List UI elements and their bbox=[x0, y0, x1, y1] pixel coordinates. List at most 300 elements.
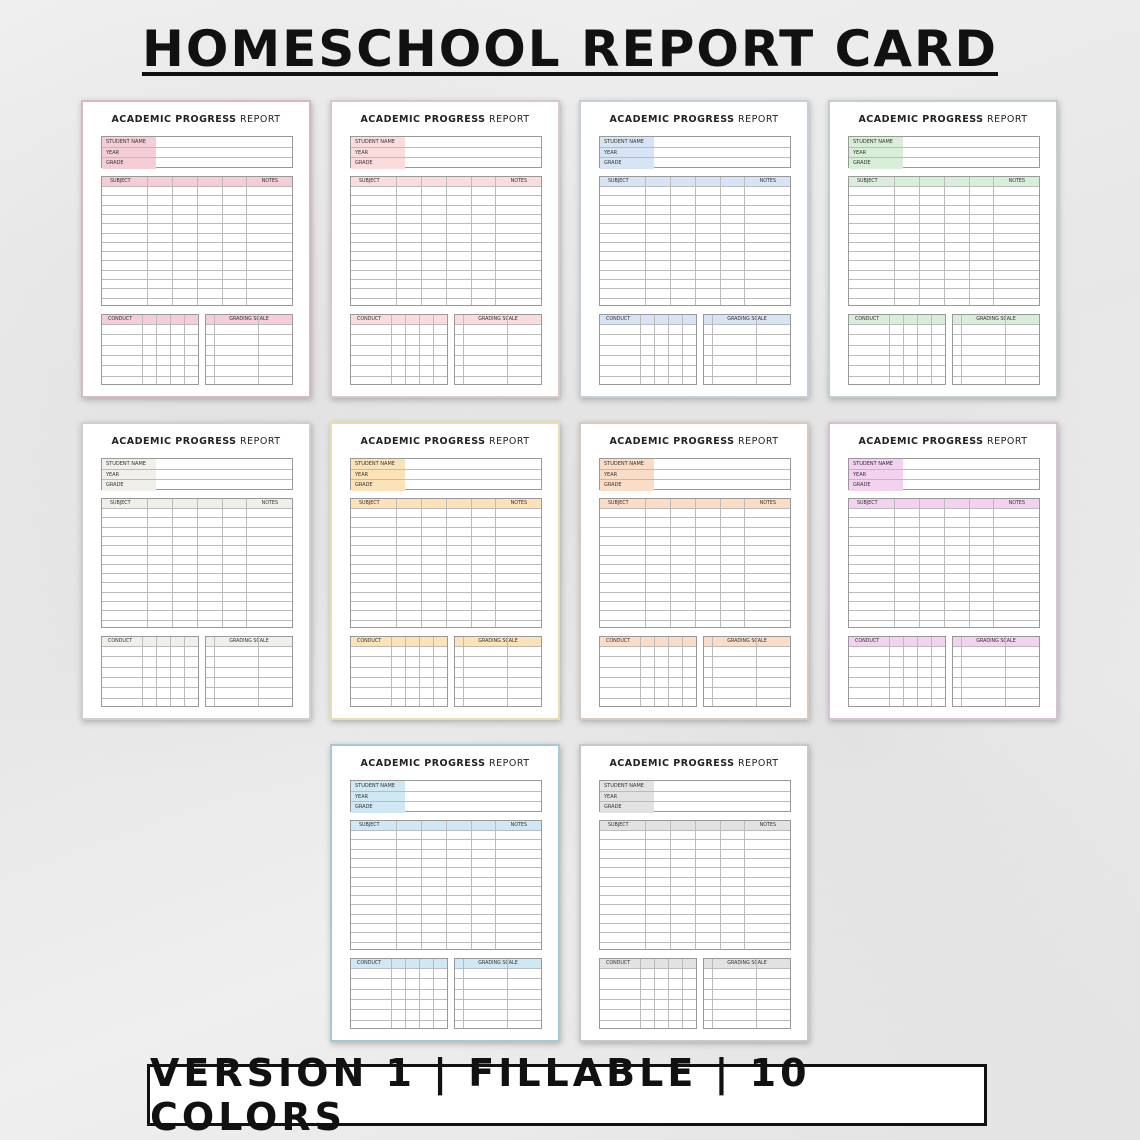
table-column-line bbox=[682, 315, 683, 384]
conduct-header-label: CONDUCT bbox=[855, 639, 880, 644]
table-row-line bbox=[206, 345, 292, 346]
sheet-title-rest: REPORT bbox=[489, 114, 530, 125]
table-column-line bbox=[645, 499, 646, 627]
table-column-line bbox=[744, 821, 745, 949]
sheet-title-rest: REPORT bbox=[987, 436, 1028, 447]
grade-field-label: GRADE bbox=[600, 158, 654, 169]
student-name-field[interactable] bbox=[351, 459, 541, 470]
table-row-line bbox=[704, 978, 790, 979]
grade-field[interactable] bbox=[102, 480, 292, 491]
table-column-line bbox=[944, 177, 945, 305]
conduct-table[interactable] bbox=[599, 314, 697, 385]
year-field-label: YEAR bbox=[102, 148, 156, 158]
sheet-title bbox=[581, 114, 807, 125]
table-column-line bbox=[446, 499, 447, 627]
table-column-line bbox=[744, 177, 745, 305]
conduct-header-label: CONDUCT bbox=[606, 317, 631, 322]
table-column-line bbox=[993, 177, 994, 305]
year-field-label: YEAR bbox=[849, 148, 903, 158]
sheet-title-rest: REPORT bbox=[489, 436, 530, 447]
table-column-line bbox=[668, 637, 669, 706]
year-field-label: YEAR bbox=[600, 470, 654, 480]
table-row-line bbox=[704, 324, 790, 325]
table-row-line bbox=[953, 345, 1039, 346]
table-column-line bbox=[495, 177, 496, 305]
table-column-line bbox=[214, 315, 215, 384]
table-column-line bbox=[246, 177, 247, 305]
table-row-line bbox=[953, 656, 1039, 657]
conduct-table[interactable] bbox=[350, 958, 448, 1029]
table-row-line bbox=[455, 1009, 541, 1010]
table-row-line bbox=[455, 989, 541, 990]
table-column-line bbox=[495, 821, 496, 949]
year-field[interactable] bbox=[600, 470, 790, 481]
conduct-table[interactable] bbox=[350, 636, 448, 707]
table-column-line bbox=[640, 637, 641, 706]
student-info-table bbox=[848, 136, 1040, 168]
table-row-line bbox=[704, 646, 790, 647]
notes-header-label: NOTES bbox=[759, 179, 776, 184]
table-column-line bbox=[471, 177, 472, 305]
table-column-line bbox=[446, 177, 447, 305]
table-column-line bbox=[889, 637, 890, 706]
table-row-line bbox=[455, 376, 541, 377]
table-row-line bbox=[455, 324, 541, 325]
sheet-title-rest: REPORT bbox=[489, 758, 530, 769]
table-column-line bbox=[712, 637, 713, 706]
grade-field[interactable] bbox=[102, 158, 292, 169]
subject-table[interactable] bbox=[350, 820, 542, 950]
subject-table[interactable] bbox=[848, 498, 1040, 628]
conduct-header-label: CONDUCT bbox=[855, 317, 880, 322]
grading-scale-header: GRADING SCALE bbox=[953, 637, 1039, 646]
conduct-table[interactable] bbox=[350, 314, 448, 385]
student-info-table bbox=[848, 458, 1040, 490]
conduct-header-label: CONDUCT bbox=[606, 639, 631, 644]
table-column-line bbox=[463, 315, 464, 384]
table-column-line bbox=[419, 637, 420, 706]
table-row-line bbox=[953, 376, 1039, 377]
subject-table[interactable] bbox=[599, 176, 791, 306]
table-row-line bbox=[953, 324, 1039, 325]
grade-field-label: GRADE bbox=[351, 158, 405, 169]
conduct-table[interactable] bbox=[848, 636, 946, 707]
table-row-line bbox=[953, 667, 1039, 668]
subject-table[interactable] bbox=[848, 176, 1040, 306]
sheet-title bbox=[332, 436, 558, 447]
table-column-line bbox=[507, 637, 508, 706]
table-row-line bbox=[206, 656, 292, 657]
conduct-header-label: CONDUCT bbox=[108, 639, 133, 644]
table-column-line bbox=[894, 177, 895, 305]
conduct-header-label: CONDUCT bbox=[357, 961, 382, 966]
subject-table[interactable] bbox=[350, 176, 542, 306]
table-column-line bbox=[961, 637, 962, 706]
year-field-label: YEAR bbox=[102, 470, 156, 480]
grade-field-label: GRADE bbox=[102, 480, 156, 491]
table-column-line bbox=[993, 499, 994, 627]
student-info-table bbox=[101, 458, 293, 490]
table-row-line bbox=[455, 698, 541, 699]
grade-field[interactable] bbox=[600, 802, 790, 813]
table-row-line bbox=[455, 999, 541, 1000]
table-column-line bbox=[917, 637, 918, 706]
table-column-line bbox=[944, 499, 945, 627]
table-row-line bbox=[455, 355, 541, 356]
student-info-table bbox=[599, 458, 791, 490]
conduct-table[interactable] bbox=[101, 314, 199, 385]
table-column-line bbox=[419, 959, 420, 1028]
table-column-line bbox=[197, 499, 198, 627]
sheet-title bbox=[581, 758, 807, 769]
table-row-line bbox=[953, 698, 1039, 699]
table-column-line bbox=[720, 499, 721, 627]
grading-scale-header: GRADING SCALE bbox=[455, 637, 541, 646]
table-column-line bbox=[695, 821, 696, 949]
student-name-field-label: STUDENT NAME bbox=[102, 459, 156, 469]
table-row-line bbox=[455, 1020, 541, 1021]
table-row-line bbox=[455, 687, 541, 688]
table-column-line bbox=[433, 315, 434, 384]
table-row-line bbox=[455, 334, 541, 335]
table-column-line bbox=[463, 959, 464, 1028]
year-field[interactable] bbox=[351, 792, 541, 803]
student-name-field[interactable] bbox=[351, 137, 541, 148]
grade-field[interactable] bbox=[600, 480, 790, 491]
table-column-line bbox=[142, 315, 143, 384]
notes-header-label: NOTES bbox=[1008, 501, 1025, 506]
table-column-line bbox=[961, 315, 962, 384]
table-row-line bbox=[455, 968, 541, 969]
table-column-line bbox=[889, 315, 890, 384]
sheet-title-bold: ACADEMIC PROGRESS bbox=[360, 114, 486, 125]
table-row-line bbox=[206, 355, 292, 356]
grading-scale-table[interactable] bbox=[703, 958, 791, 1029]
sheet-title-rest: REPORT bbox=[738, 436, 779, 447]
student-name-field-label: STUDENT NAME bbox=[351, 137, 405, 147]
table-row-line bbox=[704, 376, 790, 377]
notes-header-label: NOTES bbox=[510, 501, 527, 506]
grade-field-label: GRADE bbox=[600, 802, 654, 813]
table-row-line bbox=[953, 334, 1039, 335]
table-column-line bbox=[720, 177, 721, 305]
table-column-line bbox=[507, 959, 508, 1028]
table-column-line bbox=[419, 315, 420, 384]
notes-header-label: NOTES bbox=[759, 501, 776, 506]
table-column-line bbox=[463, 637, 464, 706]
table-column-line bbox=[471, 821, 472, 949]
table-column-line bbox=[391, 637, 392, 706]
conduct-table[interactable] bbox=[848, 314, 946, 385]
student-name-field[interactable] bbox=[102, 137, 292, 148]
year-field[interactable] bbox=[351, 470, 541, 481]
student-info-table bbox=[599, 136, 791, 168]
table-column-line bbox=[756, 959, 757, 1028]
table-column-line bbox=[712, 315, 713, 384]
student-name-field-label: STUDENT NAME bbox=[351, 781, 405, 791]
conduct-header-label: CONDUCT bbox=[108, 317, 133, 322]
table-column-line bbox=[682, 637, 683, 706]
table-column-line bbox=[668, 315, 669, 384]
table-row-line bbox=[704, 999, 790, 1000]
table-row-line bbox=[206, 324, 292, 325]
sheet-title-bold: ACADEMIC PROGRESS bbox=[609, 436, 735, 447]
subject-header-label: SUBJECT bbox=[359, 179, 380, 184]
table-row-line bbox=[455, 656, 541, 657]
grading-scale-header: GRADING SCALE bbox=[704, 315, 790, 324]
notes-header-label: NOTES bbox=[261, 179, 278, 184]
year-field[interactable] bbox=[102, 148, 292, 159]
student-name-field-label: STUDENT NAME bbox=[600, 459, 654, 469]
table-column-line bbox=[670, 499, 671, 627]
table-column-line bbox=[222, 177, 223, 305]
sheet-title-bold: ACADEMIC PROGRESS bbox=[609, 758, 735, 769]
year-field[interactable] bbox=[849, 470, 1039, 481]
table-column-line bbox=[197, 177, 198, 305]
table-row-line bbox=[704, 365, 790, 366]
student-info-table bbox=[350, 780, 542, 812]
table-row-line bbox=[206, 687, 292, 688]
student-name-field[interactable] bbox=[351, 781, 541, 792]
table-column-line bbox=[156, 315, 157, 384]
conduct-table[interactable] bbox=[101, 636, 199, 707]
table-row-line bbox=[953, 687, 1039, 688]
table-column-line bbox=[931, 637, 932, 706]
table-row-line bbox=[455, 978, 541, 979]
table-column-line bbox=[744, 499, 745, 627]
sheet-title-bold: ACADEMIC PROGRESS bbox=[111, 436, 237, 447]
student-name-field[interactable] bbox=[102, 459, 292, 470]
conduct-table[interactable] bbox=[599, 636, 697, 707]
student-name-field-label: STUDENT NAME bbox=[600, 781, 654, 791]
version-banner: VERSION 1 | FILLABLE | 10 COLORS bbox=[147, 1064, 987, 1126]
table-column-line bbox=[421, 499, 422, 627]
report-card-sheet bbox=[579, 100, 809, 398]
table-column-line bbox=[405, 637, 406, 706]
notes-header-label: NOTES bbox=[510, 823, 527, 828]
table-column-line bbox=[670, 821, 671, 949]
student-info-table bbox=[101, 136, 293, 168]
year-field-label: YEAR bbox=[351, 148, 405, 158]
report-card-sheet bbox=[330, 744, 560, 1042]
grading-scale-table[interactable] bbox=[454, 958, 542, 1029]
table-column-line bbox=[894, 499, 895, 627]
table-row-line bbox=[206, 698, 292, 699]
sheet-title-bold: ACADEMIC PROGRESS bbox=[360, 758, 486, 769]
sheet-title-bold: ACADEMIC PROGRESS bbox=[858, 436, 984, 447]
subject-table[interactable] bbox=[101, 176, 293, 306]
conduct-header-label: CONDUCT bbox=[606, 961, 631, 966]
table-column-line bbox=[507, 315, 508, 384]
table-row-line bbox=[704, 677, 790, 678]
report-card-sheet bbox=[579, 422, 809, 720]
table-column-line bbox=[720, 821, 721, 949]
table-column-line bbox=[433, 959, 434, 1028]
subject-table[interactable] bbox=[350, 498, 542, 628]
sheet-title bbox=[83, 436, 309, 447]
table-row-line bbox=[206, 646, 292, 647]
table-row-line bbox=[704, 345, 790, 346]
subject-table[interactable] bbox=[599, 820, 791, 950]
grading-scale-header: GRADING SCALE bbox=[206, 315, 292, 324]
table-column-line bbox=[695, 499, 696, 627]
subject-header-label: SUBJECT bbox=[608, 501, 629, 506]
table-column-line bbox=[931, 315, 932, 384]
grade-field[interactable] bbox=[351, 480, 541, 491]
report-card-sheet bbox=[330, 422, 560, 720]
grading-scale-table[interactable] bbox=[703, 314, 791, 385]
table-row-line bbox=[455, 667, 541, 668]
table-column-line bbox=[645, 177, 646, 305]
subject-header-label: SUBJECT bbox=[110, 179, 131, 184]
sheet-title-bold: ACADEMIC PROGRESS bbox=[858, 114, 984, 125]
table-column-line bbox=[654, 315, 655, 384]
grading-scale-table[interactable] bbox=[952, 314, 1040, 385]
sheet-title-rest: REPORT bbox=[240, 436, 281, 447]
student-name-field[interactable] bbox=[600, 459, 790, 470]
table-row-line bbox=[206, 677, 292, 678]
table-column-line bbox=[258, 637, 259, 706]
year-field[interactable] bbox=[849, 148, 1039, 159]
table-column-line bbox=[654, 637, 655, 706]
student-name-field-label: STUDENT NAME bbox=[849, 137, 903, 147]
table-row-line bbox=[704, 1009, 790, 1010]
table-column-line bbox=[903, 315, 904, 384]
table-column-line bbox=[396, 177, 397, 305]
table-column-line bbox=[396, 499, 397, 627]
table-row-line bbox=[206, 667, 292, 668]
table-row-line bbox=[455, 677, 541, 678]
year-field-label: YEAR bbox=[600, 148, 654, 158]
sheet-title-rest: REPORT bbox=[738, 758, 779, 769]
table-column-line bbox=[170, 315, 171, 384]
notes-header-label: NOTES bbox=[261, 501, 278, 506]
table-column-line bbox=[147, 499, 148, 627]
table-column-line bbox=[1005, 637, 1006, 706]
table-column-line bbox=[391, 315, 392, 384]
table-column-line bbox=[391, 959, 392, 1028]
table-column-line bbox=[919, 499, 920, 627]
table-column-line bbox=[903, 637, 904, 706]
subject-header-label: SUBJECT bbox=[359, 823, 380, 828]
grading-scale-table[interactable] bbox=[454, 314, 542, 385]
student-name-field[interactable] bbox=[600, 781, 790, 792]
table-column-line bbox=[919, 177, 920, 305]
student-name-field-label: STUDENT NAME bbox=[102, 137, 156, 147]
page-title: HOMESCHOOL REPORT CARD bbox=[141, 20, 999, 78]
table-column-line bbox=[405, 315, 406, 384]
table-column-line bbox=[222, 499, 223, 627]
subject-header-label: SUBJECT bbox=[110, 501, 131, 506]
table-row-line bbox=[206, 334, 292, 335]
grading-scale-table[interactable] bbox=[205, 314, 293, 385]
student-name-field[interactable] bbox=[849, 137, 1039, 148]
grading-scale-header: GRADING SCALE bbox=[704, 637, 790, 646]
report-card-sheet bbox=[81, 422, 311, 720]
student-name-field[interactable] bbox=[849, 459, 1039, 470]
table-column-line bbox=[712, 959, 713, 1028]
student-name-field-label: STUDENT NAME bbox=[600, 137, 654, 147]
sheet-title bbox=[830, 436, 1056, 447]
table-column-line bbox=[1005, 315, 1006, 384]
grade-field-label: GRADE bbox=[351, 480, 405, 491]
grading-scale-table[interactable] bbox=[952, 636, 1040, 707]
grading-scale-header: GRADING SCALE bbox=[455, 315, 541, 324]
conduct-header-label: CONDUCT bbox=[357, 639, 382, 644]
grading-scale-table[interactable] bbox=[454, 636, 542, 707]
grading-scale-table[interactable] bbox=[205, 636, 293, 707]
grade-field[interactable] bbox=[600, 158, 790, 169]
table-column-line bbox=[756, 315, 757, 384]
table-column-line bbox=[495, 499, 496, 627]
student-info-table bbox=[350, 136, 542, 168]
table-column-line bbox=[405, 959, 406, 1028]
sheet-title-rest: REPORT bbox=[240, 114, 281, 125]
year-field[interactable] bbox=[600, 148, 790, 159]
year-field[interactable] bbox=[600, 792, 790, 803]
table-row-line bbox=[455, 365, 541, 366]
table-row-line bbox=[953, 677, 1039, 678]
table-column-line bbox=[433, 637, 434, 706]
sheet-title bbox=[83, 114, 309, 125]
grading-scale-header: GRADING SCALE bbox=[704, 959, 790, 968]
student-name-field-label: STUDENT NAME bbox=[849, 459, 903, 469]
year-field-label: YEAR bbox=[351, 470, 405, 480]
table-column-line bbox=[654, 959, 655, 1028]
table-row-line bbox=[953, 646, 1039, 647]
subject-table[interactable] bbox=[599, 498, 791, 628]
grade-field[interactable] bbox=[849, 158, 1039, 169]
student-info-table bbox=[350, 458, 542, 490]
table-column-line bbox=[640, 315, 641, 384]
sheet-title bbox=[332, 758, 558, 769]
table-column-line bbox=[670, 177, 671, 305]
table-column-line bbox=[969, 499, 970, 627]
grading-scale-header: GRADING SCALE bbox=[206, 637, 292, 646]
table-row-line bbox=[704, 698, 790, 699]
table-column-line bbox=[421, 177, 422, 305]
year-field[interactable] bbox=[102, 470, 292, 481]
table-row-line bbox=[704, 1020, 790, 1021]
student-name-field[interactable] bbox=[600, 137, 790, 148]
report-card-sheet bbox=[81, 100, 311, 398]
grading-scale-header: GRADING SCALE bbox=[455, 959, 541, 968]
table-column-line bbox=[446, 821, 447, 949]
year-field[interactable] bbox=[351, 148, 541, 159]
table-column-line bbox=[147, 177, 148, 305]
table-row-line bbox=[206, 365, 292, 366]
table-column-line bbox=[156, 637, 157, 706]
conduct-table[interactable] bbox=[599, 958, 697, 1029]
grade-field-label: GRADE bbox=[102, 158, 156, 169]
grading-scale-table[interactable] bbox=[703, 636, 791, 707]
table-column-line bbox=[142, 637, 143, 706]
notes-header-label: NOTES bbox=[510, 179, 527, 184]
table-column-line bbox=[258, 315, 259, 384]
report-card-sheet bbox=[330, 100, 560, 398]
subject-table[interactable] bbox=[101, 498, 293, 628]
sheet-title-bold: ACADEMIC PROGRESS bbox=[609, 114, 735, 125]
grade-field[interactable] bbox=[351, 802, 541, 813]
table-column-line bbox=[640, 959, 641, 1028]
subject-header-label: SUBJECT bbox=[608, 179, 629, 184]
grade-field[interactable] bbox=[351, 158, 541, 169]
student-name-field-label: STUDENT NAME bbox=[351, 459, 405, 469]
table-column-line bbox=[969, 177, 970, 305]
grade-field[interactable] bbox=[849, 480, 1039, 491]
grade-field-label: GRADE bbox=[600, 480, 654, 491]
sheet-title-rest: REPORT bbox=[987, 114, 1028, 125]
